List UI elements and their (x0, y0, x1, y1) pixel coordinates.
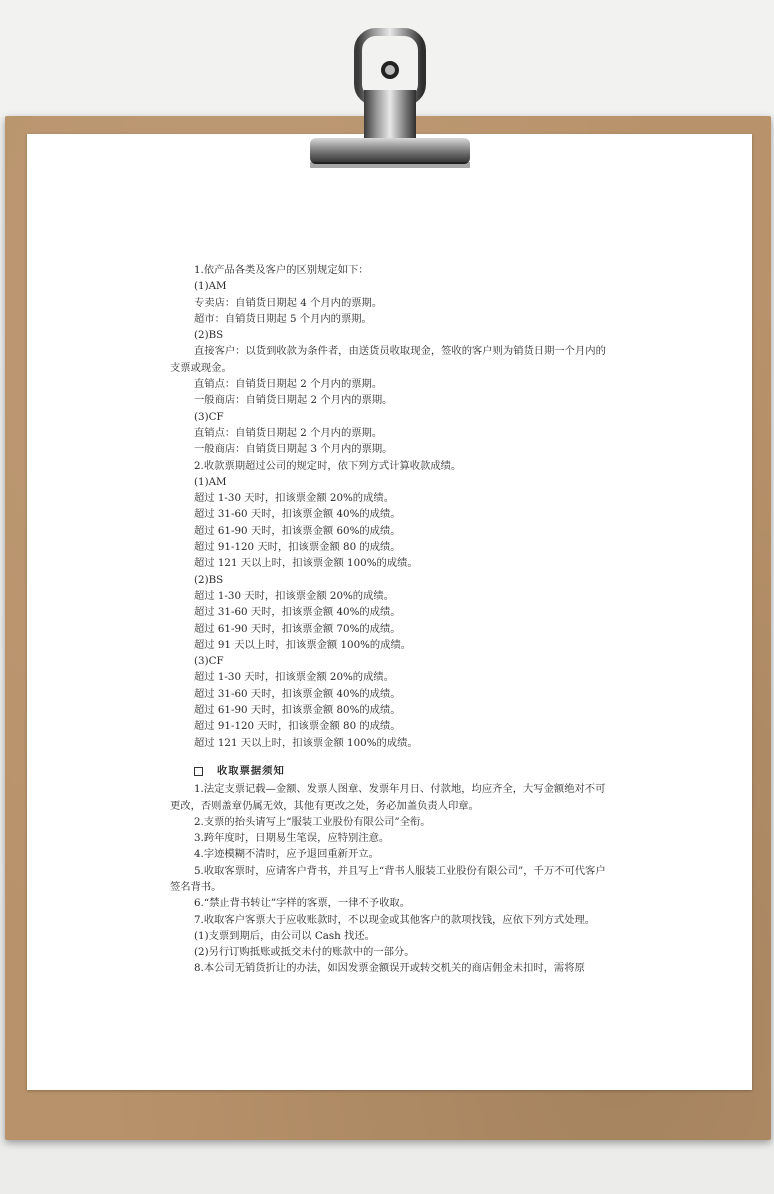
text-line: (2)另行订购抵账或抵交未付的账款中的一部分。 (194, 946, 415, 959)
text-line: 超过 1-30 天时，扣该票金额 20%的成绩。 (194, 492, 394, 505)
text-line: (3)CF (194, 410, 224, 423)
text-line: 超过 121 天以上时，扣该票金额 100%的成绩。 (194, 557, 418, 570)
checkbox-icon (194, 767, 203, 776)
text-line: 超过 121 天以上时，扣该票金额 100%的成绩。 (194, 736, 418, 749)
text-line: 4.字迹模糊不清时，应予退回重新开立。 (194, 848, 379, 861)
text-line: 2.收款票期超过公司的规定时，依下列方式计算收款成绩。 (194, 459, 462, 472)
text-line: 超过 61-90 天时，扣该票金额 60%的成绩。 (194, 524, 401, 537)
text-line: (1)AM (194, 475, 227, 488)
text-line: 1.依产品各类及客户的区别规定如下： (194, 264, 369, 276)
text-line: 超市：自销货日期起 5 个月内的票期。 (194, 312, 372, 325)
text-line: 8.本公司无销货折让的办法，如因发票金额误开或转交机关的商店佣金未扣时，需将原 (194, 962, 585, 975)
text-line: (2)BS (194, 329, 224, 342)
text-line: 6.“禁止背书转让”字样的客票，一律不予收取。 (194, 897, 410, 910)
text-line: 一般商店：自销货日期起 2 个月内的票期。 (194, 394, 393, 407)
text-line: 超过 91 天以上时，扣该票金额 100%的成绩。 (194, 638, 412, 651)
text-line: 超过 31-60 天时，扣该票金额 40%的成绩。 (194, 687, 401, 700)
text-paragraph: 直接客户：以货到收款为条件者，由送货员收取现金，签收的客户则为销货日期一个月内的支票或现金。 (170, 345, 606, 374)
text-line: 超过 1-30 天时，扣该票金额 20%的成绩。 (194, 589, 394, 602)
text-line: 3.跨年度时，日期易生笔误，应特别注意。 (194, 832, 390, 845)
text-line: 2.支票的抬头请写上“服装工业股份有限公司”全衔。 (194, 815, 431, 828)
text-line: 直销点：自销货日期起 2 个月内的票期。 (194, 426, 383, 439)
text-line: 7.收取客户客票大于应收账款时，不以现金或其他客户的款项找钱，应依下列方式处理。 (194, 913, 596, 926)
text-line: 超过 91-120 天时，扣该票金额 80 的成绩。 (194, 541, 401, 554)
text-line: 专卖店：自销货日期起 4 个月内的票期。 (194, 296, 383, 309)
text-line: 超过 1-30 天时，扣该票金额 20%的成绩。 (194, 671, 394, 684)
text-paragraph: 1.法定支票记载—金额、发票人图章、发票年月日、付款地，均应齐全，大写金额绝对不可更改，否则盖章仍属无效，其他有更改之处，务必加盖负责人印章。 (170, 783, 606, 812)
text-line: 超过 61-90 天时，扣该票金额 80%的成绩。 (194, 704, 401, 717)
text-line: 超过 31-60 天时，扣该票金额 40%的成绩。 (194, 606, 401, 619)
text-line: 直销点：自销货日期起 2 个月内的票期。 (194, 378, 383, 391)
text-line: 超过 31-60 天时，扣该票金额 40%的成绩。 (194, 508, 401, 521)
text-line: (2)BS (194, 573, 224, 586)
binder-clip-icon (302, 22, 478, 178)
section-heading (170, 763, 610, 779)
text-paragraph: 5.收取客票时，应请客户背书，并且写上“背书人服装工业股份有限公司”，千万不可代客户签名背书。 (170, 864, 606, 893)
text-line: (1)支票到期后，由公司以 Cash 找还。 (194, 929, 375, 942)
section-heading-text: 收取票据须知 (217, 764, 285, 777)
document-body (170, 262, 610, 977)
text-line: (1)AM (194, 280, 227, 293)
text-line: 超过 91-120 天时，扣该票金额 80 的成绩。 (194, 720, 401, 733)
text-line: 超过 61-90 天时，扣该票金额 70%的成绩。 (194, 622, 401, 635)
text-line: (3)CF (194, 655, 224, 668)
text-line: 一般商店：自销货日期起 3 个月内的票期。 (194, 443, 393, 456)
